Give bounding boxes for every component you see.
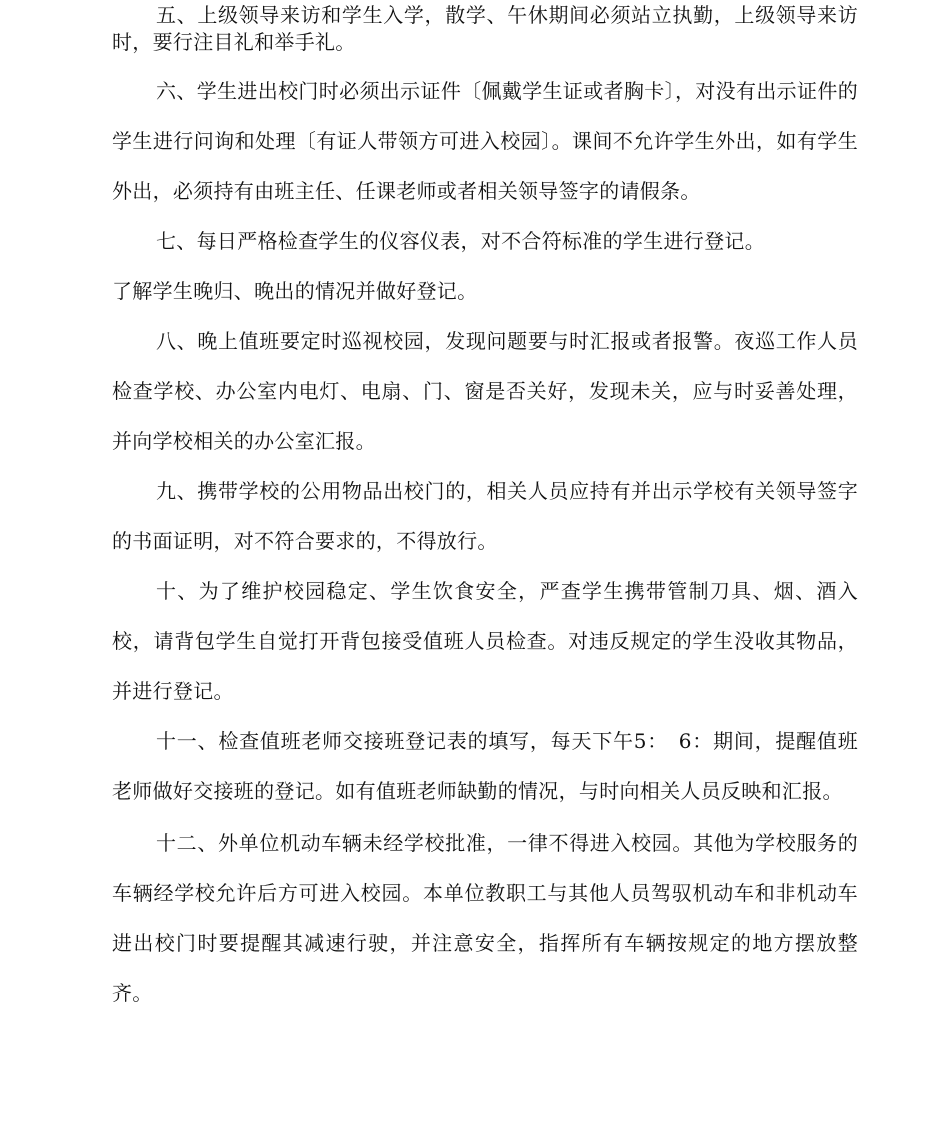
paragraph-7: 七、每日严格检查学生的仪容仪表，对不合符标准的学生进行登记。 — [156, 229, 765, 253]
paragraph-12: 十二、外单位机动车辆未经学校批准，一律不得进入校园。其他为学校服务的车辆经学校允许后方可进入校园。本单位教职工与其他人员驾驭机动车和非机动车进出校门时要提醒其减速行驶，并注意安全，指挥所有车辆按规定的地方摆放整齐。 — [112, 831, 858, 1005]
paragraph-10: 十、为了维护校园稳定、学生饮食安全，严查学生携带管制刀具、烟、酒入校，请背包学生自觉打开背包接受值班人员检查。对违反规定的学生没收其物品，并进行登记。 — [112, 579, 858, 703]
paragraph-9: 九、携带学校的公用物品出校门的，相关人员应持有并出示学校有关领导签字的书面证明，对不符合要求的，不得放行。 — [112, 479, 858, 553]
paragraph-11: 十一、检查值班老师交接班登记表的填写，每天下午5： 6：期间，提醒值班老师做好交接班的登记。如有值班老师缺勤的情况，与时向相关人员反映和汇报。 — [112, 729, 858, 803]
paragraph-6: 六、学生进出校门时必须出示证件〔佩戴学生证或者胸卡〕，对没有出示证件的学生进行问询和处理〔有证人带领方可进入校园〕。课间不允许学生外出，如有学生外出，必须持有由班主任、任课老师或者相关领导签字的请假条。 — [112, 79, 858, 203]
document-page — [112, 0, 858, 1018]
paragraph-7-continued: 了解学生晚归、晚出的情况并做好登记。 — [112, 279, 478, 303]
paragraph-8: 八、晚上值班要定时巡视校园，发现问题要与时汇报或者报警。夜巡工作人员检查学校、办公室内电灯、电扇、门、窗是否关好，发现未关，应与时妥善处理，并向学校相关的办公室汇报。 — [112, 329, 858, 453]
paragraph-5: 五、上级领导来访和学生入学，散学、午休期间必须站立执勤，上级领导来访时，要行注目礼和举手礼。 — [112, 3, 858, 54]
